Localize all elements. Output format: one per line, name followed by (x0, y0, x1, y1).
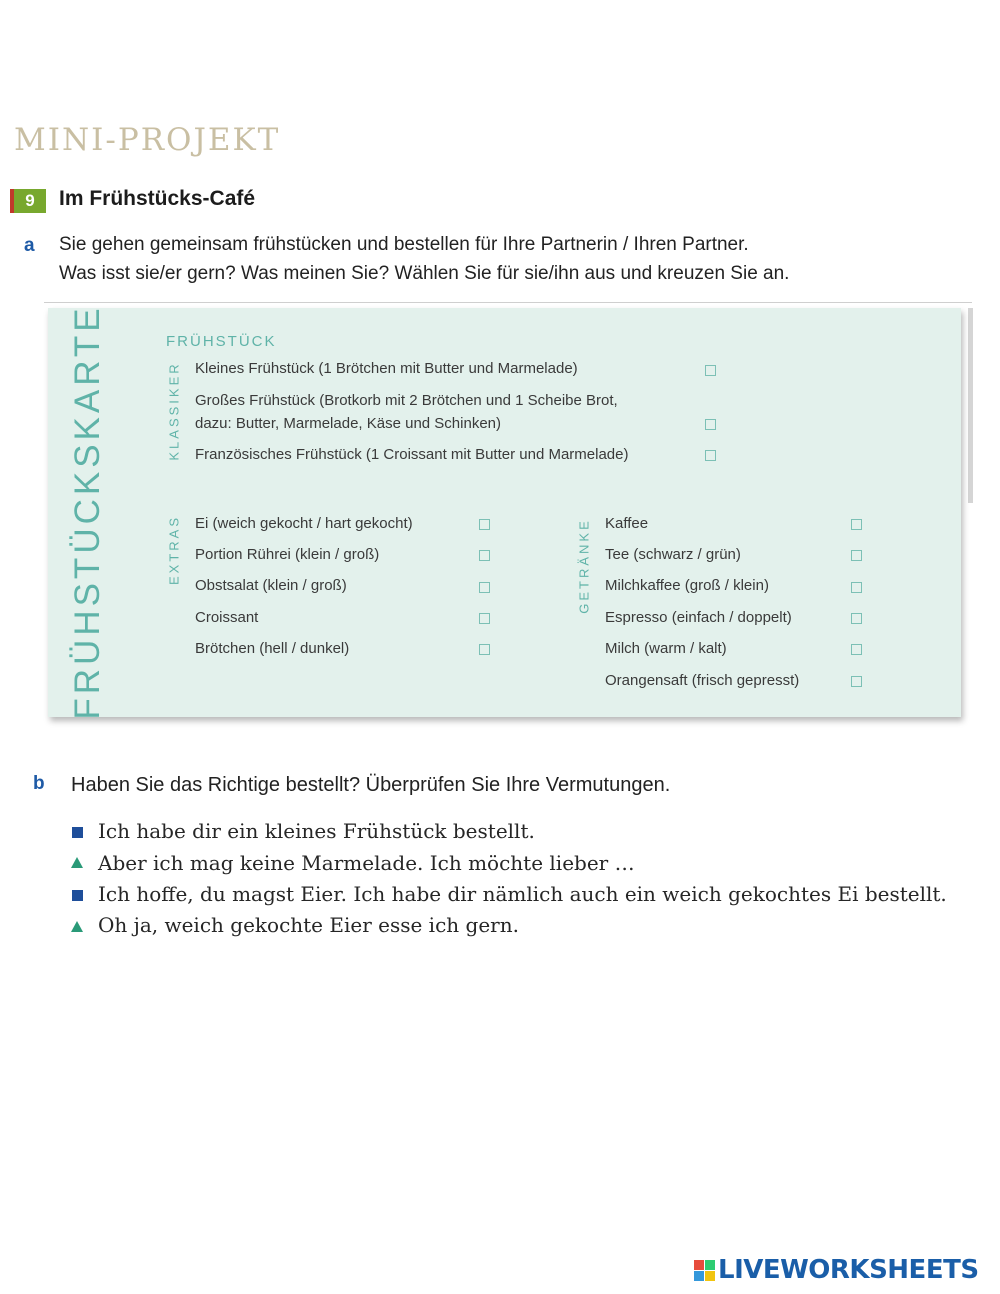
menu-item-orange-juice: Orangensaft (frisch gepresst) (605, 672, 800, 689)
checkbox-milk[interactable] (851, 644, 862, 655)
checkbox-espresso[interactable] (851, 613, 862, 624)
menu-item-espresso: Espresso (einfach / doppelt) (605, 609, 792, 626)
checkbox-fruit-salad[interactable] (479, 582, 490, 593)
part-b-instruction: Haben Sie das Richtige bestellt? Überprüfen Sie Ihre Vermutungen. (71, 774, 671, 796)
speaker-a-square-icon (72, 827, 83, 838)
breakfast-heading: FRÜHSTÜCK (166, 333, 277, 350)
card-edge (968, 308, 973, 503)
classics-label: KLASSIKER (166, 361, 182, 461)
checkbox-tea[interactable] (851, 550, 862, 561)
drinks-label: GETRÄNKE (576, 518, 592, 614)
checkbox-egg[interactable] (479, 519, 490, 530)
checkbox-scrambled-eggs[interactable] (479, 550, 490, 561)
menu-item-coffee: Kaffee (605, 515, 649, 532)
part-a-instruction-line-1: Sie gehen gemeinsam frühstücken und bestellen für Ihre Partnerin / Ihren Partner. (59, 234, 749, 255)
menu-title-vertical: FRÜHSTÜCKSKARTE (68, 304, 107, 720)
menu-item-egg: Ei (weich gekocht / hart gekocht) (195, 515, 413, 532)
checkbox-bread-roll[interactable] (479, 644, 490, 655)
exercise-number-badge: 9 (10, 189, 46, 213)
menu-item-small-breakfast: Kleines Frühstück (1 Brötchen mit Butter und Marmelade) (195, 360, 578, 377)
menu-item-scrambled-eggs: Portion Rührei (klein / groß) (195, 546, 380, 563)
part-b-letter: b (33, 773, 45, 794)
speaker-a-square-icon (72, 890, 83, 901)
checkbox-coffee[interactable] (851, 519, 862, 530)
menu-item-french-breakfast: Französisches Frühstück (1 Croissant mit Butter und Marmelade) (195, 446, 629, 463)
menu-item-tea: Tee (schwarz / grün) (605, 546, 741, 563)
dialogue-line-4: Oh ja, weich gekochte Eier esse ich gern. (98, 913, 519, 937)
speaker-b-triangle-icon (71, 857, 83, 868)
checkbox-large-breakfast[interactable] (705, 419, 716, 430)
exercise-title: Im Frühstücks-Café (59, 187, 256, 210)
dialogue-line-2: Aber ich mag keine Marmelade. Ich möchte lieber … (98, 851, 635, 875)
dialogue-line-1: Ich habe dir ein kleines Frühstück bestellt. (98, 819, 535, 843)
menu-item-milk-coffee: Milchkaffee (groß / klein) (605, 577, 769, 594)
menu-item-bread-roll: Brötchen (hell / dunkel) (195, 640, 350, 657)
checkbox-french-breakfast[interactable] (705, 450, 716, 461)
checkbox-croissant[interactable] (479, 613, 490, 624)
menu-item-large-breakfast-line-1: Großes Frühstück (Brotkorb mit 2 Brötchen und 1 Scheibe Brot, (195, 392, 618, 409)
logo-text: LIVEWORKSHEETS (718, 1255, 979, 1285)
checkbox-small-breakfast[interactable] (705, 365, 716, 376)
extras-label: EXTRAS (166, 514, 182, 586)
checkbox-orange-juice[interactable] (851, 676, 862, 687)
section-title: MINI-PROJEKT (14, 122, 281, 158)
checkbox-milk-coffee[interactable] (851, 582, 862, 593)
menu-item-croissant: Croissant (195, 609, 259, 626)
menu-item-large-breakfast-line-2: dazu: Butter, Marmelade, Käse und Schinken) (195, 415, 502, 432)
part-a-letter: a (24, 235, 35, 256)
dialogue-line-3: Ich hoffe, du magst Eier. Ich habe dir nämlich auch ein weich gekochtes Ei bestellt. (98, 882, 947, 906)
part-a-instruction-line-2: Was isst sie/er gern? Was meinen Sie? Wählen Sie für sie/ihn aus und kreuzen Sie an. (59, 263, 790, 284)
liveworksheets-logo-icon (694, 1260, 715, 1281)
liveworksheets-logo[interactable] (694, 1255, 979, 1285)
divider (44, 302, 972, 303)
speaker-b-triangle-icon (71, 921, 83, 932)
menu-item-milk: Milch (warm / kalt) (605, 640, 727, 657)
menu-item-fruit-salad: Obstsalat (klein / groß) (195, 577, 347, 594)
